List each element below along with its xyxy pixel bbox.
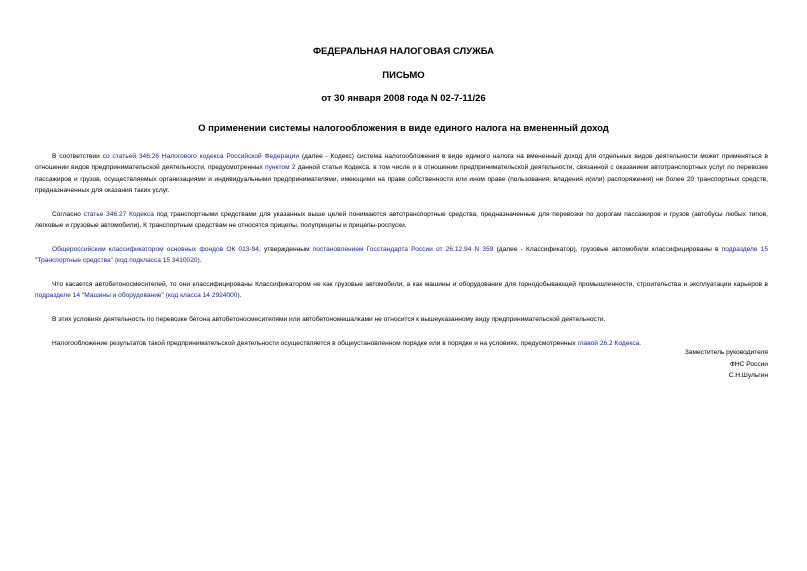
signatory-position: Заместитель руководителя: [684, 349, 768, 356]
link-article-346-26[interactable]: со статьей 346.26 Налогового кодекса Российской Федерации: [102, 153, 300, 160]
text: .: [639, 339, 642, 347]
text: под транспортными средствами для указанных выше целей понимаются автотранспортные средства, предназначенные для перевозки по дорогам пассажиров и грузов (автобусы любых типов, легковые и грузовые автомобили). К транспортным средствам не относятся прицепы, полуприцепы и прицепы-роспуски.: [35, 210, 768, 229]
link-point-2[interactable]: пунктом 2: [265, 164, 296, 172]
document-type: ПИСЬМО: [382, 70, 425, 81]
document-date-number: от 30 января 2008 года N 02-7-11/26: [321, 93, 486, 104]
paragraph-2: [35, 209, 768, 232]
text: .: [199, 257, 202, 265]
text: В этих условиях деятельность по перевозке бетона автобетоносмесителями или автобетономешалками не относится к вышеуказанному виду предпринимательской деятельности.: [52, 315, 606, 323]
signatory-name: С.Н.Шульгин: [728, 372, 768, 380]
text: В соответствии: [52, 153, 103, 160]
paragraph-4: [35, 279, 768, 302]
text: (далее - Классификатор), грузовые автомобили классифицированы в: [493, 245, 722, 253]
link-chapter-26-2[interactable]: главой 26.2 Кодекса: [577, 339, 640, 347]
document-title: О применении системы налогообложения в виде единого налога на вмененный доход: [198, 123, 609, 134]
text: данной статьи Кодекса, в том числе и в отношении предпринимательской деятельности, связанной с оказанием автотранспортных услуг по перевозке пассажиров и грузов, осуществляемых организациями и индивидуальными предпринимателями, имеющими на праве собственности или ином праве (пользования, владения и(или) распоряжения) не более 20 транспортных средств, предназначенных для оказания таких услуг.: [35, 164, 768, 194]
signature-block: [685, 347, 768, 382]
paragraph-3: [35, 244, 768, 267]
link-subsection-14[interactable]: подразделе 14 "Машины и оборудование" (код класса 14 2924000): [35, 292, 240, 300]
paragraph-1: [35, 151, 768, 196]
text: (далее - Кодекс) система налогообложения в виде единого налога на вмененный доход для отдельных видов деятельности может применяться в отношении видов предпринимательской деятельности, предусмотренных: [35, 153, 769, 172]
text: Согласно: [52, 210, 84, 218]
link-classifier-ok-013-94[interactable]: Общероссийским классификатором основных фондов ОК 013-94: [52, 245, 259, 253]
signatory-org: ФНС России: [729, 360, 768, 368]
text: .: [239, 292, 242, 300]
document-body: [35, 151, 768, 362]
paragraph-5: [35, 314, 768, 325]
link-subsection-15[interactable]: подразделе 15 "Транспортные средства" (код подкласса 15 3410020): [35, 245, 768, 265]
text: Что касается автобетоносмесителей, то они классифицированы Классификатором не как грузовые автомобили, а как машины и оборудование для горнодобывающей промышленности, строительства и эксплуатации карьеров в: [52, 280, 768, 288]
text: , утвержденным: [258, 245, 313, 253]
text: Налогообложение результатов такой предпринимательской деятельности осуществляется в общеустановленном порядке или в порядке и на условиях, предусмотренных: [52, 339, 578, 347]
paragraph-6: [35, 338, 768, 349]
link-article-346-27[interactable]: статье 346.27 Кодекса: [83, 210, 154, 218]
agency-name: ФЕДЕРАЛЬНАЯ НАЛОГОВАЯ СЛУЖБА: [312, 46, 495, 57]
link-gosstandart-resolution[interactable]: постановлением Госстандарта России от 26.12.94 N 359: [312, 245, 494, 253]
